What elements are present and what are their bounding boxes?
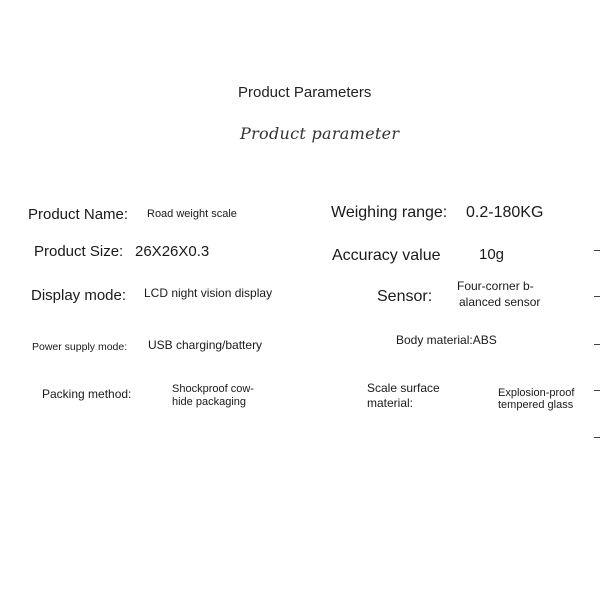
accuracy-label: Accuracy value [332, 247, 441, 264]
body-material-value: ABS [472, 333, 497, 347]
sensor-value-line2: alanced sensor [459, 295, 541, 309]
packing-method-label: Packing method: [42, 387, 132, 401]
scale-surface-label-line1: Scale surface [367, 381, 440, 395]
product-size-value: 26X26X0.3 [135, 243, 210, 260]
page-subtitle: Product parameter [240, 124, 400, 143]
scale-surface-value-line1: Explosion-proof [498, 387, 575, 399]
page-title: Product Parameters [238, 84, 372, 101]
weighing-range-value: 0.2-180KG [466, 204, 544, 221]
display-mode-label: Display mode: [31, 287, 127, 304]
edge-tick [594, 344, 600, 345]
body-material-label: Body material: [396, 333, 473, 347]
edge-tick [594, 437, 600, 438]
sensor-label: Sensor: [377, 288, 433, 305]
power-supply-label: Power supply mode: [32, 341, 128, 353]
body-material-label-and-value [396, 334, 497, 347]
edge-tick [594, 390, 600, 391]
product-size-label: Product Size: [34, 243, 124, 260]
accuracy-value: 10g [479, 246, 505, 263]
scale-surface-value-line2: tempered glass [498, 399, 574, 411]
power-supply-value: USB charging/battery [148, 338, 263, 352]
sensor-value-line1: Four-corner b- [457, 279, 534, 293]
product-name-value: Road weight scale [147, 208, 237, 220]
edge-tick [594, 296, 600, 297]
edge-tick [594, 250, 600, 251]
product-name-label: Product Name: [28, 206, 129, 223]
packing-method-value-line1: Shockproof cow- [172, 383, 254, 395]
weighing-range-label: Weighing range: [331, 204, 448, 221]
display-mode-value: LCD night vision display [144, 286, 273, 300]
scale-surface-label-line2: material: [367, 396, 414, 410]
packing-method-value-line2: hide packaging [172, 396, 247, 408]
